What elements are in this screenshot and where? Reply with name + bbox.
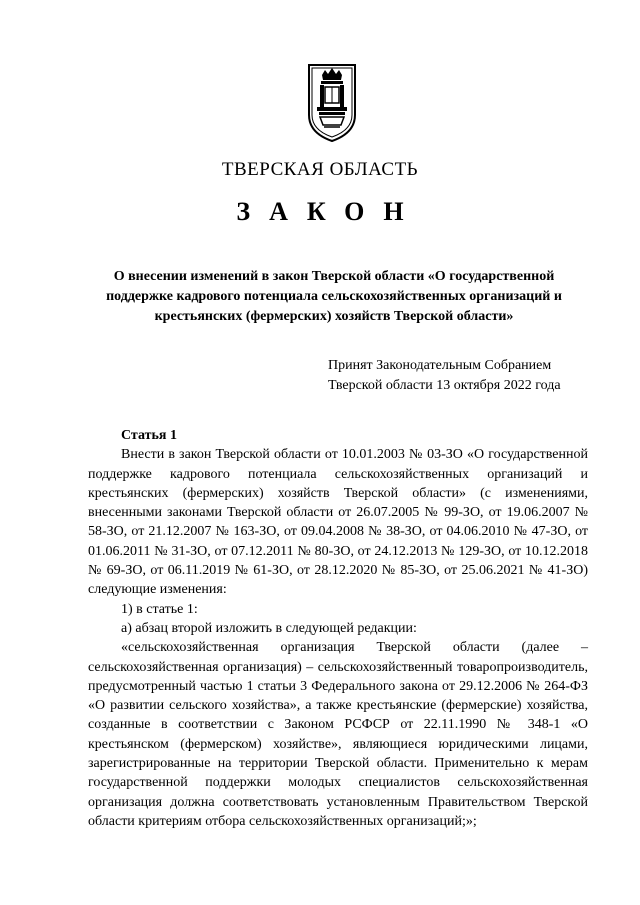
- document-type-title: ЗАКОН: [236, 197, 423, 226]
- adoption-line-2: Тверской области 13 октября 2022 года: [328, 378, 561, 393]
- article-title: Статья 1: [121, 428, 177, 443]
- adoption-line-1: Принят Законодательным Собранием: [328, 358, 552, 373]
- item-1: 1) в статье 1:: [121, 601, 198, 617]
- region-heading: ТВЕРСКАЯ ОБЛАСТЬ: [221, 159, 419, 180]
- adoption-note: [328, 356, 598, 396]
- item-1a: а) абзац второй изложить в следующей редакции:: [121, 620, 417, 636]
- article-body: [88, 426, 588, 831]
- law-subject-title: О внесении изменений в закон Тверской области «О государственной поддержке кадрового потенциала сельскохозяйственных организаций и крестьянских (фермерских) хозяйств Тверской области»: [106, 269, 562, 324]
- article-intro-paragraph: Внести в закон Тверской области от 10.01.2003 № 03-ЗО «О государственной поддержке кадрового потенциала сельскохозяйственных организаций и крестьянских (фермерских) хозяйств Тверской области» (с изменениями, внесенными законами Тверской области от 26.07.2005 № 99-ЗО, от 19.06.2007 № 58-ЗО, от 21.12.2007 № 163-ЗО, от 09.04.2008 № 38-ЗО, от 04.06.2010 № 47-ЗО, от 01.06.2011 № 31-ЗО, от 07.12.2011 № 80-ЗО, от 24.12.2013 № 129-ЗО, от 10.12.2018 № 69-ЗО, от 06.11.2019 № 61-ЗО, от 28.12.2020 № 85-ЗО, от 25.06.2021 № 41-ЗО) следующие изменения:: [88, 447, 588, 598]
- quoted-definition-paragraph: «сельскохозяйственная организация Тверской области (далее – сельскохозяйственная организация) – сельскохозяйственный товаропроизводитель, предусмотренный частью 1 статьи 3 Федерального закона от 29.12.2006 № 264-ФЗ «О развитии сельского хозяйства», а также крестьянские (фермерские) хозяйства, созданные в соответствии с Законом РСФСР от 22.11.1990 № 348-1 «О крестьянском (фермерском) хозяйстве», являющиеся юридическими лицами, зарегистрированные на территории Тверской области. Применительно к мерам государственной поддержки молодых специалистов сельскохозяйственная организация должна соответствовать установленным Правительством Тверской области критериям отбора сельскохозяйственных организаций;»;: [88, 640, 588, 829]
- coat-of-arms-emblem: [306, 63, 358, 143]
